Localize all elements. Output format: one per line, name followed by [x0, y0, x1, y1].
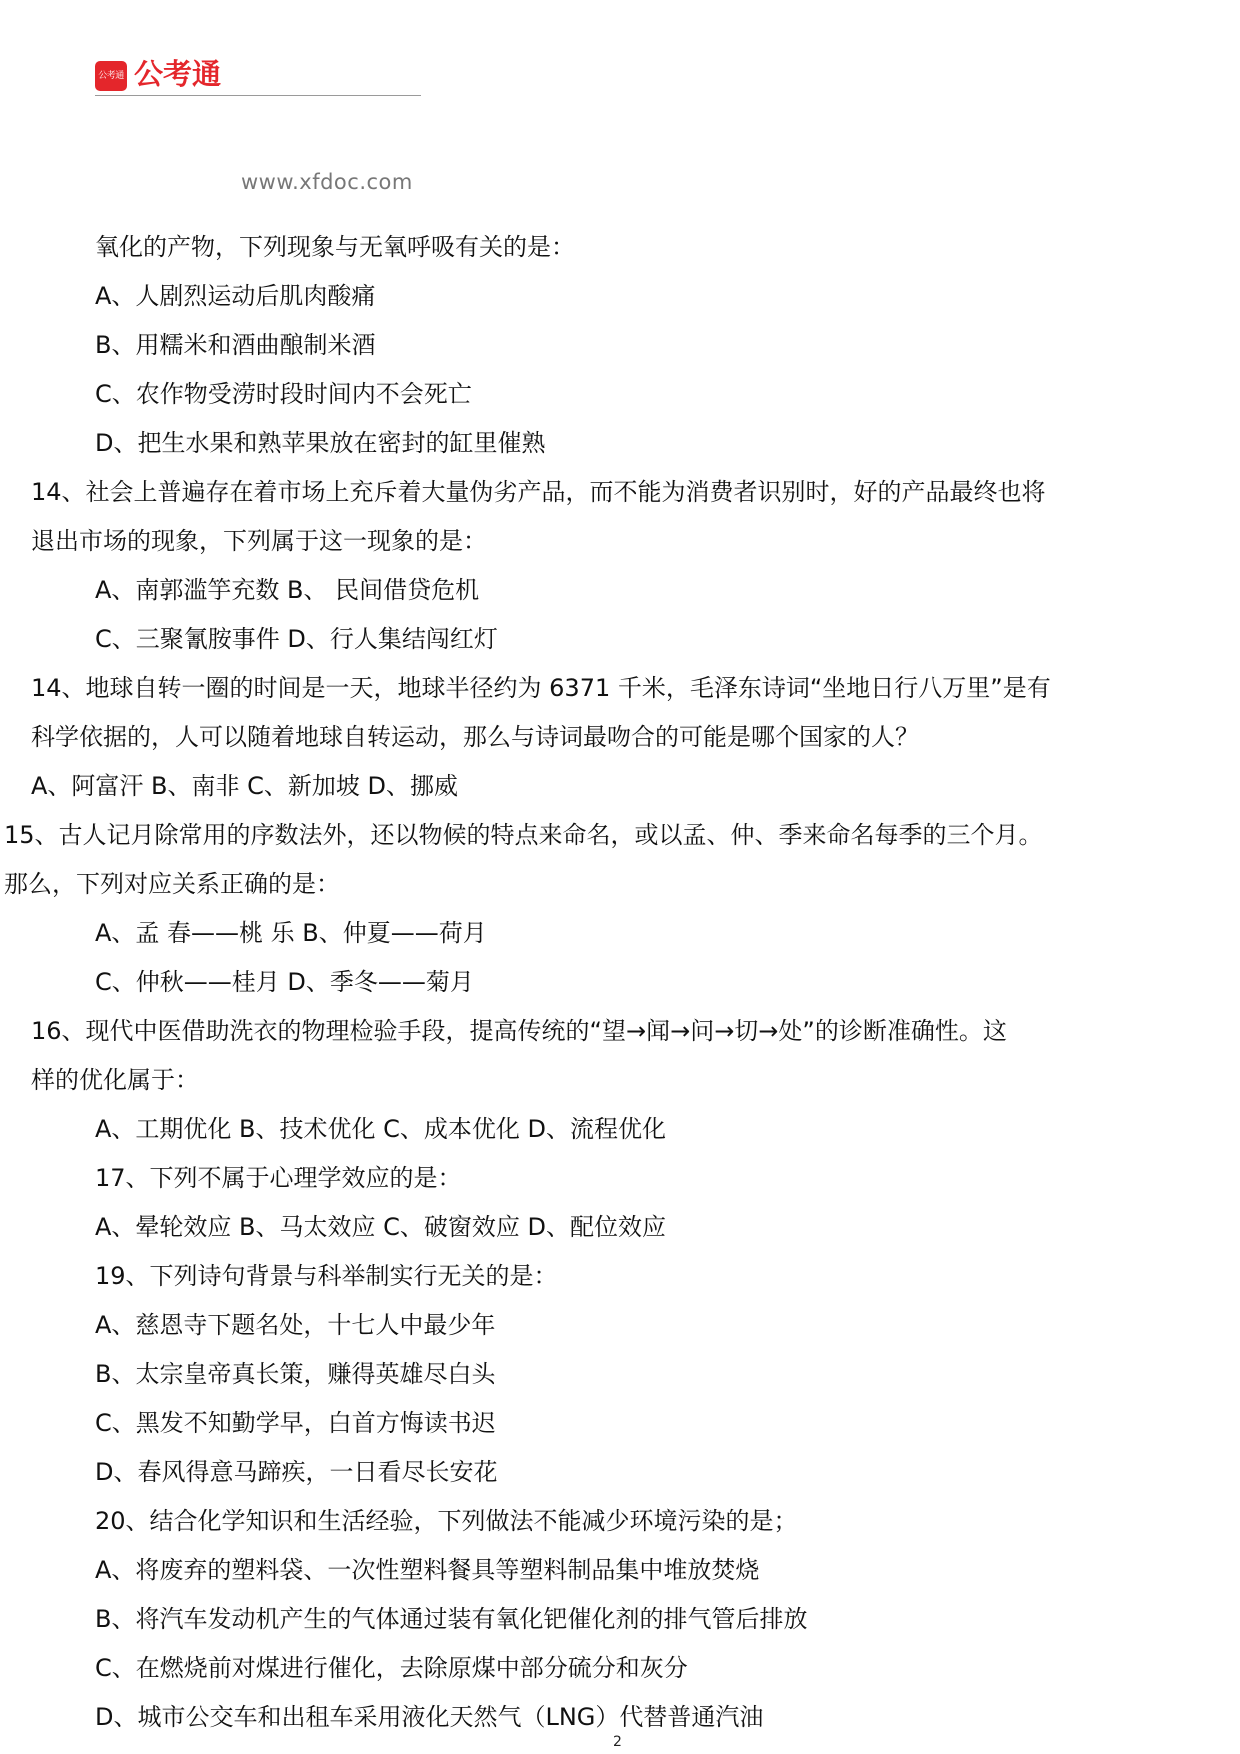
options-abcd: A、晕轮效应 B、马太效应 C、破窗效应 D、配位效应: [95, 1213, 667, 1241]
options-abcd: A、阿富汗 B、南非 C、新加坡 D、挪威: [31, 772, 459, 800]
options-ab: A、南郭滥竽充数 B、 民间借贷危机: [95, 576, 480, 604]
option-a: A、人剧烈运动后肌肉酸痛: [95, 282, 376, 310]
question-19: 19、下列诗句背景与科举制实行无关的是：: [95, 1262, 558, 1290]
logo-icon: 公考通: [95, 61, 127, 91]
watermark-url: www.xfdoc.com: [241, 170, 413, 194]
option-a: A、将废弃的塑料袋、一次性塑料餐具等塑料制品集中堆放焚烧: [95, 1556, 760, 1584]
options-cd: C、三聚氰胺事件 D、行人集结闯红灯: [95, 625, 498, 653]
option-b: B、用糯米和酒曲酿制米酒: [95, 331, 376, 359]
logo-wordmark: 公考通: [134, 57, 222, 91]
option-d: D、把生水果和熟苹果放在密封的缸里催熟: [95, 429, 546, 457]
option-a: A、慈恩寺下题名处，十七人中最少年: [95, 1311, 496, 1339]
question-16-cont: 样的优化属于：: [31, 1066, 199, 1094]
question-17: 17、下列不属于心理学效应的是：: [95, 1164, 462, 1192]
option-d: D、春风得意马蹄疾，一日看尽长安花: [95, 1458, 498, 1486]
question-14b-cont: 科学依据的，人可以随着地球自转运动，那么与诗词最吻合的可能是哪个国家的人？: [31, 723, 919, 751]
page-number: 2: [613, 1734, 622, 1750]
option-c: C、黑发不知勤学早，白首方悔读书迟: [95, 1409, 496, 1437]
header-divider: [95, 95, 421, 96]
question-14b: 14、地球自转一圈的时间是一天，地球半径约为 6371 千米，毛泽东诗词“坐地日行八万里”是有: [31, 674, 1051, 702]
option-b: B、将汽车发动机产生的气体通过装有氧化钯催化剂的排气管后排放: [95, 1605, 808, 1633]
option-c: C、农作物受涝时段时间内不会死亡: [95, 380, 472, 408]
options-ab: A、孟 春——桃 乐 B、仲夏——荷月: [95, 919, 487, 947]
question-16: 16、现代中医借助洗衣的物理检验手段，提高传统的“望→闻→问→切→处”的诊断准确性。这: [31, 1017, 1007, 1045]
option-b: B、太宗皇帝真长策，赚得英雄尽白头: [95, 1360, 496, 1388]
options-abcd: A、工期优化 B、技术优化 C、成本优化 D、流程优化: [95, 1115, 667, 1143]
question-14a: 14、社会上普遍存在着市场上充斥着大量伪劣产品，而不能为消费者识别时，好的产品最终也将: [31, 478, 1046, 506]
question-text: 氧化的产物，下列现象与无氧呼吸有关的是：: [95, 233, 575, 261]
question-14a-cont: 退出市场的现象，下列属于这一现象的是：: [31, 527, 487, 555]
option-c: C、在燃烧前对煤进行催化，去除原煤中部分硫分和灰分: [95, 1654, 688, 1682]
options-cd: C、仲秋——桂月 D、季冬——菊月: [95, 968, 474, 996]
question-15-cont: 那么，下列对应关系正确的是：: [4, 870, 340, 898]
option-d: D、城市公交车和出租车采用液化天然气（LNG）代替普通汽油: [95, 1703, 764, 1731]
question-20: 20、结合化学知识和生活经验，下列做法不能减少环境污染的是；: [95, 1507, 798, 1535]
question-15: 15、古人记月除常用的序数法外，还以物候的特点来命名，或以孟、仲、季来命名每季的三个月。: [4, 821, 1043, 849]
